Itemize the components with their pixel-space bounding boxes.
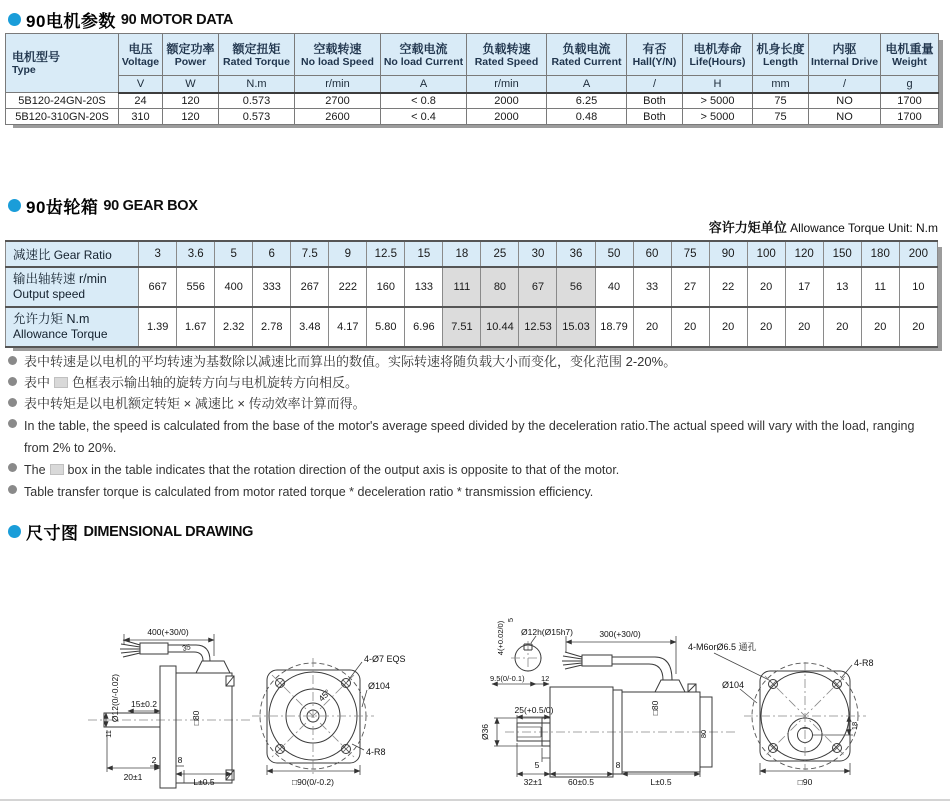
table-cell: 36 bbox=[557, 241, 595, 267]
table-cell: 15 bbox=[405, 241, 443, 267]
dim-label-square-90: □90 bbox=[797, 777, 813, 787]
table-cell: 56 bbox=[557, 267, 595, 307]
drawing-section-heading bbox=[8, 519, 253, 544]
table-cell: 27 bbox=[671, 267, 709, 307]
table-cell: 222 bbox=[329, 267, 367, 307]
note-zh-2: 表中 色框表示输出轴的旋转方向与电机旋转方向相反。 bbox=[8, 373, 938, 393]
table-cell: 120 bbox=[163, 93, 219, 109]
unit-cell: r/min bbox=[467, 76, 547, 93]
table-cell: 1.67 bbox=[177, 307, 215, 347]
row-label: 允许力矩 N.m Allowance Torque bbox=[6, 307, 139, 347]
table-cell: 67 bbox=[519, 267, 557, 307]
section-title-zh: 90齿轮箱 bbox=[26, 198, 99, 217]
unit-cell: A bbox=[547, 76, 627, 93]
table-cell: 667 bbox=[139, 267, 177, 307]
column-header: 电机重量 Weight bbox=[881, 34, 939, 76]
note-zh-1: 表中转速是以电机的平均转速为基数除以减速比而算出的数值。实际转速将随负载大小而变化，变化范围 2-20%。 bbox=[8, 352, 938, 372]
table-cell: 6.25 bbox=[547, 93, 627, 109]
table-cell: 133 bbox=[405, 267, 443, 307]
gearbox-notes bbox=[8, 352, 938, 503]
section-title-zh: 尺寸图 bbox=[26, 524, 79, 543]
dim-label-60: 60±0.5 bbox=[568, 777, 594, 787]
note-bullet-icon bbox=[8, 377, 17, 386]
table-cell: 7.5 bbox=[291, 241, 329, 267]
dim-label-corner-radius: 4-R8 bbox=[854, 658, 874, 668]
gear-ratio-row bbox=[6, 241, 938, 267]
torque-unit-note: 容许力矩单位 Allowance Torque Unit: N.m bbox=[708, 220, 938, 235]
table-cell: 13 bbox=[823, 267, 861, 307]
table-cell: < 0.4 bbox=[381, 109, 467, 125]
dim-label-bolt-circle: Ø104 bbox=[722, 680, 745, 690]
column-header: 空载转速 No load Speed bbox=[295, 34, 381, 76]
section-title-en: 90 MOTOR DATA bbox=[120, 11, 234, 28]
dim-label-boss-dia: Ø36 bbox=[480, 723, 490, 741]
dim-label-32: 32±1 bbox=[523, 777, 543, 787]
table-cell: 200 bbox=[899, 241, 937, 267]
row-label: 输出轴转速 r/min Output speed bbox=[6, 267, 139, 307]
table-cell: 80 bbox=[481, 267, 519, 307]
column-header: 电压 Voltage bbox=[119, 34, 163, 76]
dim-label-8: 8 bbox=[177, 755, 183, 765]
table-cell: 20 bbox=[823, 307, 861, 347]
table-cell: 75 bbox=[671, 241, 709, 267]
table-cell: 400 bbox=[215, 267, 253, 307]
section-title-en: 90 GEAR BOX bbox=[103, 197, 198, 214]
dim-label-11: 11 bbox=[104, 730, 113, 738]
note-bullet-icon bbox=[8, 463, 17, 472]
note-en-1: In the table, the speed is calculated from the base of the motor's average speed divided by the deceleration ratio.The actual speed will vary with the load, ranging from 2% to 20%. bbox=[8, 415, 938, 459]
table-cell: 20 bbox=[785, 307, 823, 347]
table-cell: 5.80 bbox=[367, 307, 405, 347]
table-cell: 5B120-24GN-20S bbox=[6, 93, 119, 109]
allowance-torque-row bbox=[6, 307, 938, 347]
table-cell: 267 bbox=[291, 267, 329, 307]
cable-bristles bbox=[120, 640, 140, 657]
dim-label-corner-radius: 4-R8 bbox=[366, 747, 386, 757]
bullet-icon bbox=[8, 199, 21, 212]
table-cell: 1700 bbox=[881, 109, 939, 125]
dim-label-offset-18: 18 bbox=[850, 721, 859, 731]
table-cell: 310 bbox=[119, 109, 163, 125]
column-header: 内驱 Internal Drive bbox=[809, 34, 881, 76]
table-cell: NO bbox=[809, 109, 881, 125]
dim-label-L: L±0.5 bbox=[193, 777, 215, 787]
gearbox-table bbox=[5, 240, 938, 348]
cable-bristles bbox=[562, 652, 582, 669]
table-cell: 20 bbox=[861, 307, 899, 347]
column-header: 电机型号 Type bbox=[6, 34, 119, 93]
table-cell: 11 bbox=[861, 267, 899, 307]
column-header: 有否 Hall(Y/N) bbox=[627, 34, 683, 76]
table-cell: 333 bbox=[253, 267, 291, 307]
gearbox-front-view bbox=[722, 658, 874, 787]
dim-label-body-square: □80 bbox=[650, 700, 660, 716]
dim-label-20: 20±1 bbox=[123, 772, 143, 782]
table-cell: 1700 bbox=[881, 93, 939, 109]
table-cell: 2.78 bbox=[253, 307, 291, 347]
note-zh-3: 表中转矩是以电机额定转矩 × 减速比 × 传动效率计算而得。 bbox=[8, 394, 938, 414]
column-header: 额定扭矩 Rated Torque bbox=[219, 34, 295, 76]
output-speed-row bbox=[6, 267, 938, 307]
table-cell: 9 bbox=[329, 241, 367, 267]
table-cell: 15.03 bbox=[557, 307, 595, 347]
table-cell: 12.53 bbox=[519, 307, 557, 347]
dim-label-flange-holes: 4-Ø7 EQS bbox=[364, 654, 406, 664]
table-cell: 17 bbox=[785, 267, 823, 307]
note-bullet-icon bbox=[8, 419, 17, 428]
table-cell: 2.32 bbox=[215, 307, 253, 347]
table-cell: 0.48 bbox=[547, 109, 627, 125]
motor-table-row bbox=[6, 93, 939, 109]
table-cell: 20 bbox=[671, 307, 709, 347]
table-cell: 120 bbox=[785, 241, 823, 267]
note-bullet-icon bbox=[8, 485, 17, 494]
table-cell: 556 bbox=[177, 267, 215, 307]
table-cell: 2700 bbox=[295, 93, 381, 109]
gray-box-swatch bbox=[54, 377, 68, 388]
dim-label-8: 8 bbox=[615, 760, 621, 770]
dim-label-cable-mark: 35 bbox=[181, 642, 192, 653]
table-cell: < 0.8 bbox=[381, 93, 467, 109]
dim-label-mount-holes: 4-M6orØ6.5 通孔 bbox=[688, 642, 757, 652]
motor-table-row bbox=[6, 109, 939, 125]
dim-label-shaft-ext: 25(+0.5/0) bbox=[514, 705, 554, 715]
table-cell: 20 bbox=[747, 267, 785, 307]
column-header: 额定功率 Power bbox=[163, 34, 219, 76]
column-header: 负载转速 Rated Speed bbox=[467, 34, 547, 76]
table-cell: 4.17 bbox=[329, 307, 367, 347]
unit-cell: N.m bbox=[219, 76, 295, 93]
table-cell: 6 bbox=[253, 241, 291, 267]
unit-cell: / bbox=[809, 76, 881, 93]
column-header: 空载电流 No load Current bbox=[381, 34, 467, 76]
table-cell: 3.48 bbox=[291, 307, 329, 347]
table-cell: 6.96 bbox=[405, 307, 443, 347]
dim-label-12: 12 bbox=[541, 674, 550, 683]
unit-cell: W bbox=[163, 76, 219, 93]
table-cell: 75 bbox=[753, 109, 809, 125]
unit-cell: mm bbox=[753, 76, 809, 93]
motor-section-heading bbox=[8, 7, 233, 32]
dim-label-body-square: □80 bbox=[191, 710, 201, 726]
table-cell: 5B120-310GN-20S bbox=[6, 109, 119, 125]
dim-label-shaft-ext: 15±0.2 bbox=[131, 699, 157, 709]
table-cell: 60 bbox=[633, 241, 671, 267]
table-cell: 20 bbox=[709, 307, 747, 347]
row-label: 减速比 Gear Ratio bbox=[6, 241, 139, 267]
dim-label-cable-length: 300(+30/0) bbox=[599, 629, 641, 639]
dim-label-2: 2 bbox=[151, 755, 157, 765]
note-en-3: Table transfer torque is calculated from motor rated torque * deceleration ratio * transmission efficiency. bbox=[8, 481, 938, 503]
table-cell: 2000 bbox=[467, 93, 547, 109]
dim-label-cable-length: 400(+30/0) bbox=[147, 627, 189, 637]
table-cell: 100 bbox=[747, 241, 785, 267]
table-cell: 160 bbox=[367, 267, 405, 307]
table-cell: 10.44 bbox=[481, 307, 519, 347]
table-cell: 18.79 bbox=[595, 307, 633, 347]
table-cell: 20 bbox=[633, 307, 671, 347]
dim-label-square-90: □90(0/-0.2) bbox=[292, 777, 334, 787]
bullet-icon bbox=[8, 13, 21, 26]
table-cell: Both bbox=[627, 109, 683, 125]
gearbox-section-heading bbox=[8, 193, 198, 218]
note-bullet-icon bbox=[8, 398, 17, 407]
table-cell: 10 bbox=[899, 267, 937, 307]
unit-cell: r/min bbox=[295, 76, 381, 93]
dim-label-cap-80: 80 bbox=[699, 729, 708, 739]
table-cell: NO bbox=[809, 93, 881, 109]
dim-label-key-length: 9.5(0/-0.1) bbox=[490, 674, 525, 683]
table-cell: 2000 bbox=[467, 109, 547, 125]
unit-cell: H bbox=[683, 76, 753, 93]
dim-label-L: L±0.5 bbox=[650, 777, 672, 787]
section-title-en: DIMENSIONAL DRAWING bbox=[83, 523, 254, 540]
table-cell: 25 bbox=[481, 241, 519, 267]
table-cell: 5 bbox=[215, 241, 253, 267]
dim-label-5: 5 bbox=[534, 760, 540, 770]
note-bullet-icon bbox=[8, 356, 17, 365]
unit-cell: g bbox=[881, 76, 939, 93]
table-cell: > 5000 bbox=[683, 93, 753, 109]
dim-label-bolt-circle: Ø104 bbox=[368, 681, 391, 691]
dim-label-key-width: 4(+0.02/0) bbox=[496, 620, 505, 656]
table-cell: > 5000 bbox=[683, 109, 753, 125]
note-en-2: The box in the table indicates that the rotation direction of the output axis is opposite to that of the motor. bbox=[8, 459, 938, 481]
gray-box-swatch bbox=[50, 464, 64, 475]
table-cell: 7.51 bbox=[443, 307, 481, 347]
table-cell: Both bbox=[627, 93, 683, 109]
motor-table-header-row bbox=[6, 34, 939, 76]
table-cell: 111 bbox=[443, 267, 481, 307]
unit-cell: V bbox=[119, 76, 163, 93]
table-cell: 3.6 bbox=[177, 241, 215, 267]
table-cell: 33 bbox=[633, 267, 671, 307]
table-cell: 90 bbox=[709, 241, 747, 267]
table-cell: 40 bbox=[595, 267, 633, 307]
table-cell: 180 bbox=[861, 241, 899, 267]
unit-cell: / bbox=[627, 76, 683, 93]
column-header: 机身长度 Length bbox=[753, 34, 809, 76]
dim-label-45deg: 45° bbox=[316, 687, 333, 704]
dim-label-shaft-dia: Ø12(0/-0.02) bbox=[110, 673, 120, 723]
table-cell: 12.5 bbox=[367, 241, 405, 267]
table-cell: 150 bbox=[823, 241, 861, 267]
table-cell: 75 bbox=[753, 93, 809, 109]
motor-table-units-row bbox=[6, 76, 939, 93]
dim-label-key-depth: 5 bbox=[506, 617, 515, 623]
column-header: 负载电流 Rated Current bbox=[547, 34, 627, 76]
section-title-zh: 90电机参数 bbox=[26, 12, 116, 31]
table-cell: 20 bbox=[747, 307, 785, 347]
table-cell: 50 bbox=[595, 241, 633, 267]
bullet-icon bbox=[8, 525, 21, 538]
page-bottom-divider bbox=[0, 799, 950, 801]
table-cell: 3 bbox=[139, 241, 177, 267]
table-cell: 0.573 bbox=[219, 93, 295, 109]
table-cell: 0.573 bbox=[219, 109, 295, 125]
table-cell: 2600 bbox=[295, 109, 381, 125]
motor-data-table bbox=[5, 33, 939, 125]
dimensional-drawing bbox=[0, 556, 950, 803]
table-cell: 1.39 bbox=[139, 307, 177, 347]
unit-cell: A bbox=[381, 76, 467, 93]
gearmotor-side-view bbox=[480, 618, 769, 787]
table-cell: 20 bbox=[899, 307, 937, 347]
column-header: 电机寿命 Life(Hours) bbox=[683, 34, 753, 76]
table-cell: 24 bbox=[119, 93, 163, 109]
motor-front-view bbox=[252, 654, 406, 787]
dim-label-output-shaft-dia: Ø12h(Ø15h7) bbox=[521, 627, 573, 637]
motor-side-view bbox=[88, 627, 252, 788]
table-cell: 18 bbox=[443, 241, 481, 267]
table-cell: 120 bbox=[163, 109, 219, 125]
table-cell: 22 bbox=[709, 267, 747, 307]
table-cell: 30 bbox=[519, 241, 557, 267]
